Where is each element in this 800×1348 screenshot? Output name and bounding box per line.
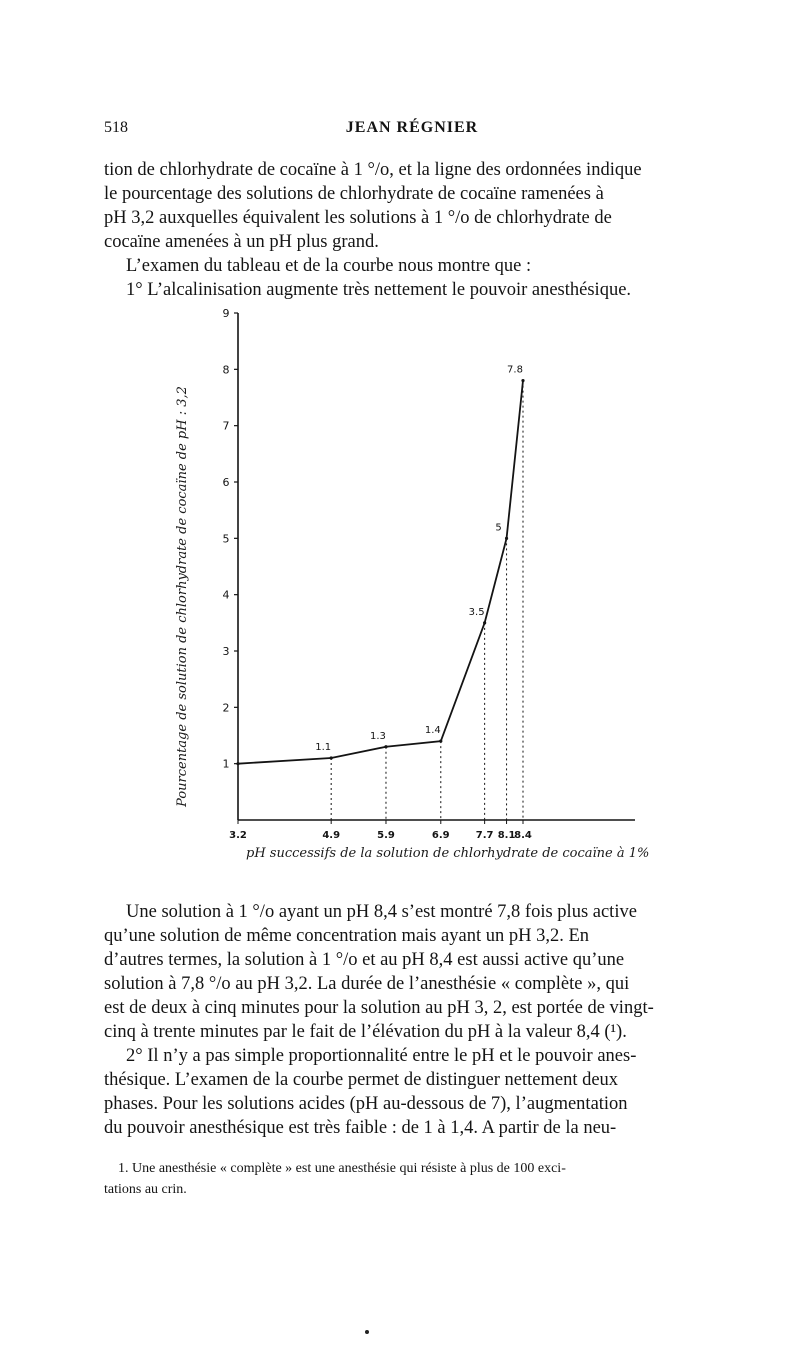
data-label: 1.4 <box>424 725 441 737</box>
y-axis-label: Pourcentage de solution de chlorhydrate de cocaïne de pH : 3,2 <box>175 386 190 807</box>
y-tick-label: 6 <box>222 476 230 489</box>
printer-dot <box>365 1330 369 1334</box>
text-line: solution à 7,8 °/o au pH 3,2. La durée de l’anesthésie « complète », qui <box>104 974 630 994</box>
page-header <box>104 119 720 143</box>
y-tick-label: 7 <box>222 419 230 433</box>
text-line: qu’une solution de même concentration mais ayant un pH 3,2. En <box>104 926 589 946</box>
x-tick-label: 4.9 <box>322 830 341 841</box>
x-tick-label: 8.1 <box>497 830 516 841</box>
chart-svg <box>170 300 650 845</box>
data-label: 3.5 <box>468 606 485 618</box>
data-label: 7.8 <box>507 364 523 376</box>
x-tick-label: 8.4 <box>514 830 532 841</box>
text-line: est de deux à cinq minutes pour la solution au pH 3, 2, est portée de vingt- <box>104 998 654 1018</box>
running-title: JEAN RÉGNIER <box>345 119 479 136</box>
figure-anesthetic-curve <box>170 300 650 870</box>
y-tick-label: 2 <box>222 701 230 715</box>
paragraph-discussion <box>104 900 720 1140</box>
footnote <box>104 1158 720 1200</box>
paragraph-intro <box>104 158 720 302</box>
text-line: 1° L’alcalinisation augmente très nettement le pouvoir anesthésique. <box>126 280 632 300</box>
y-tick-label: 3 <box>222 645 230 658</box>
x-tick-label: 5.9 <box>377 830 395 841</box>
data-label: 1.3 <box>370 730 386 742</box>
x-tick-label: 6.9 <box>431 830 450 841</box>
y-tick-label: 4 <box>222 588 230 602</box>
x-tick-label: 3.2 <box>229 830 247 841</box>
y-tick-label: 9 <box>222 307 230 320</box>
data-point <box>330 756 333 759</box>
text-line: phases. Pour les solutions acides (pH au-dessous de 7), l’augmentation <box>104 1094 628 1114</box>
x-axis-label: pH successifs de la solution de chlorhydrate de cocaïne à 1% <box>246 846 650 861</box>
text-line: le pourcentage des solutions de chlorhydrate de cocaïne ramenées à <box>104 184 604 204</box>
data-label: 5 <box>495 522 502 534</box>
text-line: pH 3,2 auxquelles équivalent les solutions à 1 °/o de chlorhydrate de <box>104 208 612 228</box>
data-point <box>521 379 524 382</box>
text-line: du pouvoir anesthésique est très faible : de 1 à 1,4. A partir de la neu- <box>104 1118 617 1138</box>
data-point <box>505 537 508 540</box>
page-number: 518 <box>104 119 128 136</box>
text-line: cinq à trente minutes par le fait de l’élévation du pH à la valeur 8,4 (¹). <box>104 1022 627 1042</box>
text-line: 2° Il n’y a pas simple proportionnalité entre le pH et le pouvoir anes- <box>126 1046 637 1066</box>
footnote-line: 1. Une anesthésie « complète » est une anesthésie qui résiste à plus de 100 exci- <box>118 1161 566 1176</box>
text-line: d’autres termes, la solution à 1 °/o et au pH 8,4 est aussi active qu’une <box>104 950 625 970</box>
text-line: L’examen du tableau et de la courbe nous montre que : <box>126 256 532 276</box>
y-tick-label: 8 <box>222 363 230 377</box>
data-point <box>384 745 387 748</box>
data-point <box>483 621 486 624</box>
x-tick-label: 7.7 <box>475 830 494 841</box>
data-point <box>236 762 239 765</box>
text-line: cocaïne amenées à un pH plus grand. <box>104 232 379 252</box>
y-tick-label: 1 <box>222 757 230 771</box>
footnote-line: tations au crin. <box>104 1182 187 1197</box>
y-tick-label: 5 <box>222 532 230 546</box>
series-line <box>238 381 523 764</box>
data-point <box>439 740 442 743</box>
text-line: Une solution à 1 °/o ayant un pH 8,4 s’est montré 7,8 fois plus active <box>126 902 637 922</box>
data-label: 1.1 <box>315 742 332 754</box>
text-line: thésique. L’examen de la courbe permet de distinguer nettement deux <box>104 1070 619 1090</box>
text-line: tion de chlorhydrate de cocaïne à 1 °/o, et la ligne des ordonnées indique <box>104 160 642 180</box>
